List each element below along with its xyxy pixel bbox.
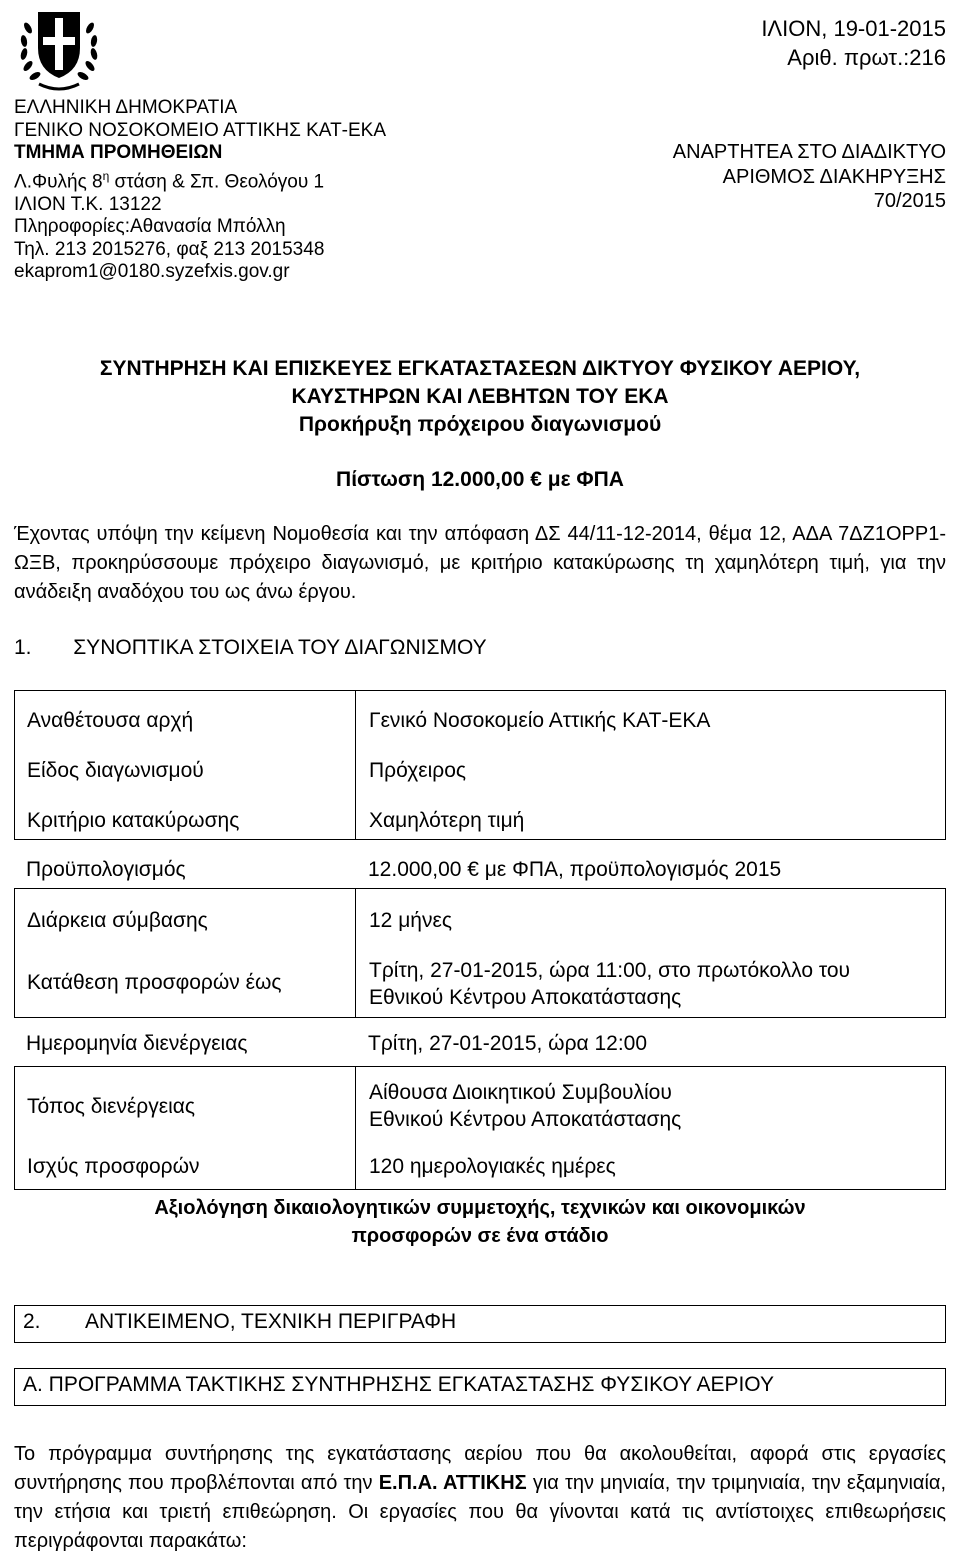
deadline-value (369, 957, 850, 1011)
city-line: ΙΛΙΟΝ Τ.Κ. 13122 (14, 193, 162, 215)
country-line: ΕΛΛΗΝΙΚΗ ΔΗΜΟΚΡΑΤΙΑ (14, 97, 238, 118)
epa-name: Ε.Π.Α. ΑΤΤΙΚΗΣ (378, 1472, 527, 1494)
notice-number: 70/2015 (873, 190, 946, 212)
deadline-value-line-2: Εθνικού Κέντρου Αποκατάστασης (369, 986, 682, 1009)
summary-table-top (14, 690, 946, 840)
department-line: ΤΜΗΜΑ ΠΡΟΜΗΘΕΙΩΝ (14, 142, 223, 164)
place-value-line-2: Εθνικού Κέντρου Αποκατάστασης (369, 1108, 682, 1131)
maintenance-paragraph (14, 1440, 946, 1556)
document-title (0, 355, 960, 439)
validity-label: Ισχύς προσφορών (27, 1155, 200, 1178)
title-line-1: ΣΥΝΤΗΡΗΣΗ ΚΑΙ ΕΠΙΣΚΕΥΕΣ ΕΓΚΑΤΑΣΤΑΣΕΩΝ ΔΙΚΤΥΟΥ ΦΥΣΙΚΟΥ ΑΕΡΙΟΥ, (99, 357, 861, 380)
phone-line: Τηλ. 213 2015276, φαξ 213 2015348 (14, 238, 325, 260)
section-1-heading (14, 636, 487, 660)
evaluation-note (14, 1194, 946, 1250)
title-line-3: Προκήρυξη πρόχειρου διαγωνισμού (298, 413, 662, 436)
section-2-number: 2. (23, 1310, 41, 1333)
place-label: Τόπος διενέργειας (27, 1095, 196, 1118)
budget-label: Προϋπολογισμός (26, 858, 186, 881)
duration-value: 12 μήνες (369, 909, 452, 932)
document-date-block (761, 14, 946, 72)
date-line: ΙΛΙΟΝ, 19-01-2015 (761, 16, 946, 41)
protocol-number: Αριθ. πρωτ.:216 (787, 45, 946, 70)
post-notice: ΑΝΑΡΤΗΤΕΑ ΣΤΟ ΔΙΑΔΙΚΤΥΟ (672, 141, 946, 163)
title-line-2: ΚΑΥΣΤΗΡΩΝ ΚΑΙ ΛΕΒΗΤΩΝ ΤΟΥ ΕΚΑ (291, 385, 669, 408)
duration-label: Διάρκεια σύμβασης (27, 909, 208, 932)
maintenance-text-2: για την μηνιαία, την τριμηνιαία, την εξαμηνιαία, την ετήσια και τριετή επιθεώρηση. Οι εργασίες που θα γίνονται κατά τις αντίστοιχες επιθεωρήσεις περιγράφονται παρακάτω: (14, 1472, 947, 1552)
maintenance-text-1: Το πρόγραμμα συντήρησης της εγκατάστασης αερίου που θα ακολουθείται, αφορά στις εργασίες συντήρησης που προβλέπονται από την (14, 1443, 946, 1494)
greek-emblem-icon (14, 4, 104, 92)
criterion-value: Χαμηλότερη τιμή (369, 809, 525, 832)
section-2-heading (14, 1305, 946, 1343)
address-post: στάση & Σπ. Θεολόγου 1 (109, 171, 325, 193)
evaluation-line-2: προσφορών σε ένα στάδιο (351, 1225, 609, 1247)
address-sup: η (102, 168, 110, 183)
info-line: Πληροφορίες:Αθανασία Μπόλλη (14, 216, 286, 238)
address-pre: Λ.Φυλής 8 (14, 171, 103, 193)
notice-block (673, 140, 946, 214)
credit-amount: Πίστωση 12.000,00 € με ΦΠΑ (336, 468, 624, 491)
section-2-title: ΑΝΤΙΚΕΙΜΕΝΟ, ΤΕΧΝΙΚΗ ΠΕΡΙΓΡΑΦΗ (85, 1310, 457, 1333)
date-label: Ημερομηνία διενέργειας (26, 1032, 248, 1055)
notice-label: ΑΡΙΘΜΟΣ ΔΙΑΚΗΡΥΞΗΣ (722, 165, 946, 188)
type-label: Είδος διαγωνισμού (27, 759, 204, 782)
address-line (14, 165, 474, 194)
summary-table-bottom (14, 1066, 946, 1190)
criterion-label: Κριτήριο κατακύρωσης (27, 809, 240, 832)
authority-label: Αναθέτουσα αρχή (27, 709, 194, 732)
section-1-title: ΣΥΝΟΠΤΙΚΑ ΣΤΟΙΧΕΙΑ ΤΟΥ ΔΙΑΓΩΝΙΣΜΟΥ (73, 636, 487, 659)
section-a-heading: Α. ΠΡΟΓΡΑΜΜΑ ΤΑΚΤΙΚΗΣ ΣΥΝΤΗΡΗΣΗΣ ΕΓΚΑΤΑΣΤΑΣΗΣ ΦΥΣΙΚΟΥ ΑΕΡΙΟΥ (14, 1368, 946, 1406)
budget-value: 12.000,00 € με ΦΠΑ, προϋπολογισμός 2015 (368, 858, 782, 881)
authority-value: Γενικό Νοσοκομείο Αττικής ΚΑΤ-ΕΚΑ (369, 709, 711, 732)
summary-table-middle (14, 888, 946, 1018)
hospital-line: ΓΕΝΙΚΟ ΝΟΣΟΚΟΜΕΙΟ ΑΤΤΙΚΗΣ ΚΑΤ-ΕΚΑ (14, 119, 387, 141)
date-value: Τρίτη, 27-01-2015, ώρα 12:00 (368, 1032, 648, 1055)
deadline-label: Κατάθεση προσφορών έως (27, 971, 282, 994)
validity-value: 120 ημερολογιακές ημέρες (369, 1155, 616, 1178)
email-line: ekaprom1@0180.syzefxis.gov.gr (14, 261, 290, 283)
evaluation-line-1: Αξιολόγηση δικαιολογητικών συμμετοχής, τεχνικών και οικονομικών (154, 1197, 806, 1219)
place-value (369, 1079, 681, 1133)
sender-info-block (14, 97, 474, 284)
intro-paragraph: Έχοντας υπόψη την κείμενη Νομοθεσία και την απόφαση ΔΣ 44/11-12-2014, θέμα 12, ΑΔΑ 7ΔΖ1ΟΡΡ1-ΩΞΒ, προκηρύσσουμε πρόχειρο διαγωνισμό, με κριτήριο κατακύρωσης τη χαμηλότερη τιμή, για την ανάδειξη αναδόχου του ως άνω έργου. (14, 523, 946, 603)
type-value: Πρόχειρος (369, 759, 467, 782)
section-1-number: 1. (14, 636, 32, 659)
place-value-line-1: Αίθουσα Διοικητικού Συμβουλίου (369, 1081, 672, 1104)
deadline-value-line-1: Τρίτη, 27-01-2015, ώρα 11:00, στο πρωτόκολλο του (369, 959, 851, 982)
